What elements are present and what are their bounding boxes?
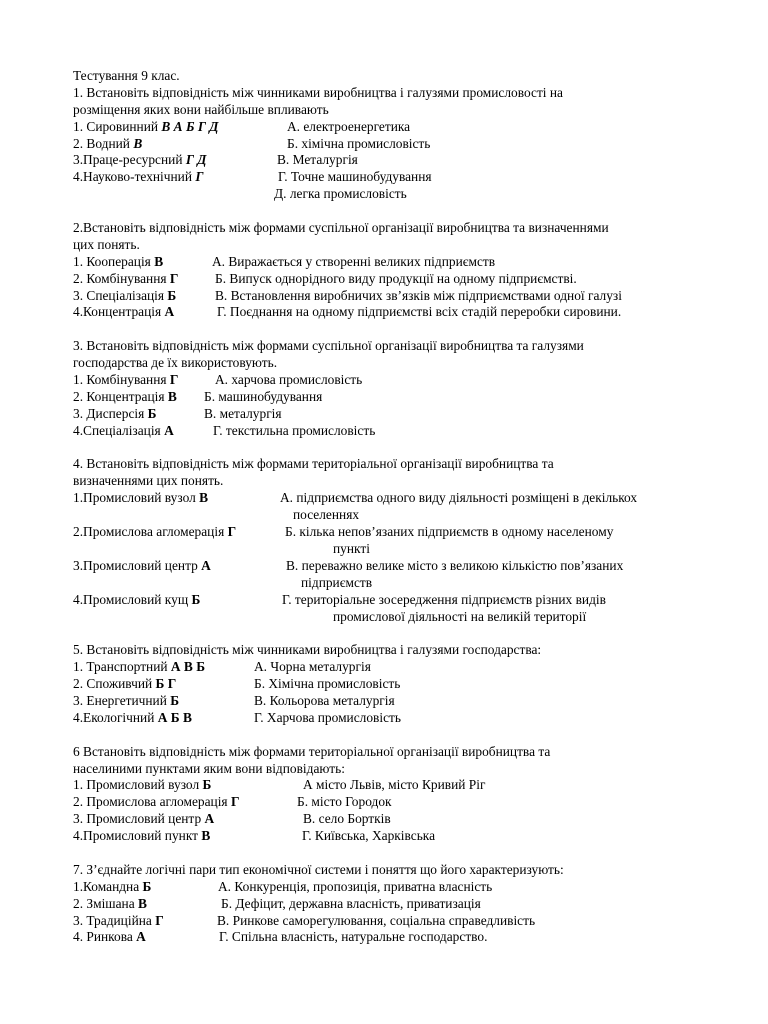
question-3-prompt-cont: господарства де їх використовують. xyxy=(73,355,278,371)
answer: А xyxy=(204,811,215,827)
answer: В xyxy=(199,490,209,506)
question-6-prompt-cont: населиними пунктами яким вони відповідають: xyxy=(73,760,345,776)
answer: А В Б xyxy=(170,659,206,675)
question-6-row: 1. Промисловий вузол Б А місто Львів, місто Кривий Ріг xyxy=(73,777,486,793)
question-3-row: 4.Спеціалізація А Г. текстильна промисловість xyxy=(73,422,376,438)
answer: Г Д xyxy=(185,152,207,168)
question-1-row: 1. Сировинний В А Б Г Д А. електроенергетика xyxy=(73,118,411,134)
question-4-prompt: 4. Встановіть відповідність між формами територіальної організації виробництва та xyxy=(73,456,554,472)
answer: Б Г xyxy=(155,676,177,692)
question-1-prompt: 1. Встановіть відповідність між чинниками виробництва і галузями промисловості на xyxy=(73,84,563,100)
question-2-row: 3. Спеціалізація Б В. Встановлення виробничих зв’язків між підприємствами одної галузі xyxy=(73,287,622,303)
question-4-row-cont: поселеннях xyxy=(293,507,360,523)
question-1-row: 3.Праце-ресурсний Г Д В. Металургія xyxy=(73,152,358,168)
question-4-row: 3.Промисловий центр А В. переважно велике місто з великою кількістю пов’язаних xyxy=(73,557,624,573)
question-7-row: 4. Ринкова А Г. Спільна власність, натуральне господарство. xyxy=(73,929,488,945)
question-2-prompt: 2.Встановіть відповідність між формами суспільної організації виробництва та визначеннями xyxy=(73,220,609,236)
answer: Г xyxy=(155,912,164,928)
answer: Б xyxy=(202,777,212,793)
question-1-row: 4.Науково-технічний Г Г. Точне машинобудування xyxy=(73,169,432,185)
question-3-row: 2. Концентрація В Б. машинобудування xyxy=(73,388,323,404)
question-1-prompt-cont: розміщення яких вони найбільше впливають xyxy=(73,101,329,117)
answer: Б xyxy=(167,287,177,303)
question-3-row: 1. Комбінування Г А. харчова промисловість xyxy=(73,372,363,388)
question-1-extra: Д. легка промисловість xyxy=(274,186,407,202)
question-4-prompt-cont: визначеннями цих понять. xyxy=(73,473,224,489)
answer: В xyxy=(138,895,147,911)
question-7-row: 1.Командна Б А. Конкуренція, пропозиція, приватна власність xyxy=(73,878,493,894)
question-1-row: 2. Водний В Б. хімічна промисловість xyxy=(73,135,431,151)
question-5-row: 1. Транспортний А В Б А. Чорна металургія xyxy=(73,659,371,675)
question-7-row: 2. Змішана В Б. Дефіцит, державна власність, приватизація xyxy=(73,895,481,911)
answer: Б xyxy=(147,405,157,421)
answer: Г xyxy=(230,794,240,810)
answer: А xyxy=(164,304,175,320)
question-7-prompt: 7. З’єднайте логічні пари тип економічної системи і поняття що його характеризують: xyxy=(73,861,564,877)
question-3-row: 3. Дисперсія Б В. металургія xyxy=(73,405,282,421)
question-5-row: 4.Екологічний А Б В Г. Харчова промисловість xyxy=(73,709,401,725)
question-2-row: 2. Комбінування Г Б. Випуск однорідного виду продукції на одному підприємстві. xyxy=(73,270,577,286)
question-6-row: 4.Промисловий пункт В Г. Київська, Харківська xyxy=(73,828,436,844)
answer: Г xyxy=(227,524,237,540)
question-3-prompt: 3. Встановіть відповідність між формами суспільної організації виробництва та галузями xyxy=(73,338,584,354)
answer: В xyxy=(201,828,211,844)
question-5-row: 3. Енергетичний Б В. Кольорова металургія xyxy=(73,692,395,708)
answer: Б xyxy=(142,878,152,894)
answer: Г xyxy=(169,270,179,286)
question-4-row: 4.Промисловий кущ Б Г. територіальне зосередження підприємств різних видів xyxy=(73,591,606,607)
question-2-prompt-cont: цих понять. xyxy=(73,236,140,252)
answer: В xyxy=(154,253,164,269)
question-2-row: 4.Концентрація А Г. Поєднання на одному підприємстві всіх стадій переробки сировини. xyxy=(73,304,622,320)
question-5-prompt: 5. Встановіть відповідність між чинниками виробництва і галузями господарства: xyxy=(73,642,542,658)
answer: В xyxy=(167,388,177,404)
answer: А xyxy=(164,422,174,438)
document-title: Тестування 9 клас. xyxy=(73,68,180,83)
question-4-row-cont: промислової діяльності на великій території xyxy=(333,608,587,624)
answer: В А Б Г Д xyxy=(161,118,219,134)
answer: Б xyxy=(170,692,180,708)
question-4-row: 2.Промислова агломерація Г Б. кілька непов’язаних підприємств в одному населеному xyxy=(73,524,614,540)
question-6-row: 3. Промисловий центр А В. село Бортків xyxy=(73,811,391,827)
question-4-row: 1.Промисловий вузол В А. підприємства одного виду діяльності розміщені в декількох xyxy=(73,490,638,506)
answer: А Б В xyxy=(157,709,192,725)
answer: А xyxy=(201,557,211,573)
answer: В xyxy=(133,135,143,151)
answer: Г xyxy=(195,169,204,185)
question-6-row: 2. Промислова агломерація Г Б. місто Городок xyxy=(73,794,392,810)
answer: Б xyxy=(191,591,201,607)
document-content xyxy=(73,68,703,946)
question-4-row-cont: підприємств xyxy=(301,574,373,590)
question-2-row: 1. Кооперація В А. Виражається у створенні великих підприємств xyxy=(73,253,496,269)
answer: Г xyxy=(169,372,179,388)
question-6-prompt: 6 Встановіть відповідність між формами територіальної організації виробництва та xyxy=(73,743,551,759)
question-7-row: 3. Традиційна Г В. Ринкове саморегулювання, соціальна справедливість xyxy=(73,912,536,928)
answer: А xyxy=(136,929,146,945)
question-5-row: 2. Споживчий Б Г Б. Хімічна промисловість xyxy=(73,676,401,692)
question-4-row-cont: пункті xyxy=(333,540,370,556)
